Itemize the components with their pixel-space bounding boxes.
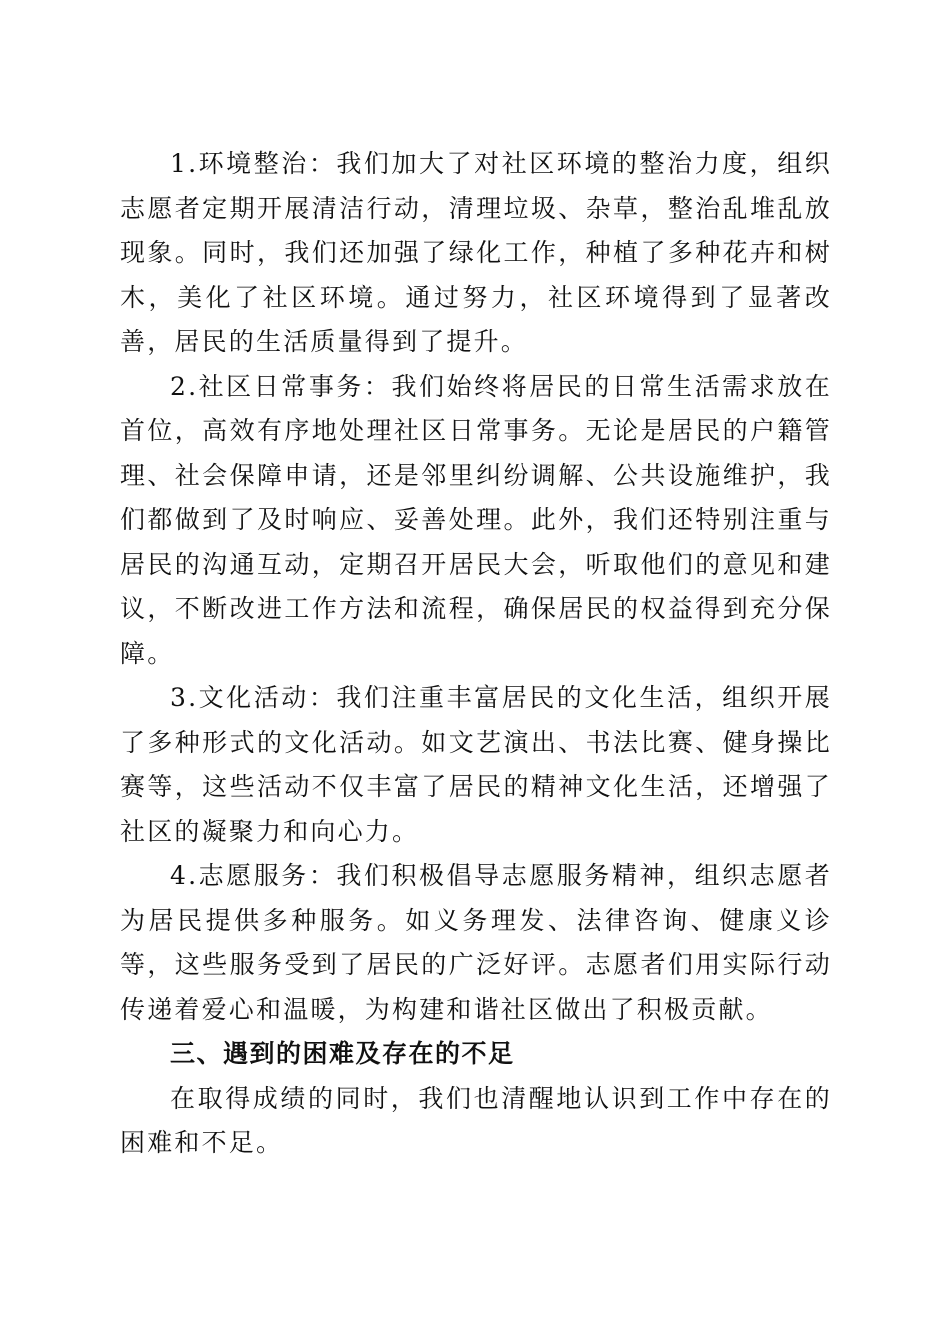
paragraph-culture: 3.文化活动：我们注重丰富居民的文化生活，组织开展了多种形式的文化活动。如文艺演出、书法比赛、健身操比赛等，这些活动不仅丰富了居民的精神文化生活，还增强了社区的凝聚力和向心力。 (120, 683, 832, 846)
document-body (120, 142, 832, 1166)
paragraph-closing: 在取得成绩的同时，我们也清醒地认识到工作中存在的困难和不足。 (120, 1083, 832, 1157)
paragraph-environment: 1.环境整治：我们加大了对社区环境的整治力度，组织志愿者定期开展清洁行动，清理垃圾、杂草，整治乱堆乱放现象。同时，我们还加强了绿化工作，种植了多种花卉和树木，美化了社区环境。通过努力，社区环境得到了显著改善，居民的生活质量得到了提升。 (120, 149, 832, 356)
paragraph-volunteer: 4.志愿服务：我们积极倡导志愿服务精神，组织志愿者为居民提供多种服务。如义务理发、法律咨询、健康义诊等，这些服务受到了居民的广泛好评。志愿者们用实际行动传递着爱心和温暖，为构建和谐社区做出了积极贡献。 (120, 861, 832, 1024)
paragraph-daily-affairs: 2.社区日常事务：我们始终将居民的日常生活需求放在首位，高效有序地处理社区日常事务。无论是居民的户籍管理、社会保障申请，还是邻里纠纷调解、公共设施维护，我们都做到了及时响应、妥善处理。此外，我们还特别注重与居民的沟通互动，定期召开居民大会，听取他们的意见和建议，不断改进工作方法和流程，确保居民的权益得到充分保障。 (120, 371, 832, 668)
section-heading: 三、遇到的困难及存在的不足 (170, 1039, 515, 1068)
